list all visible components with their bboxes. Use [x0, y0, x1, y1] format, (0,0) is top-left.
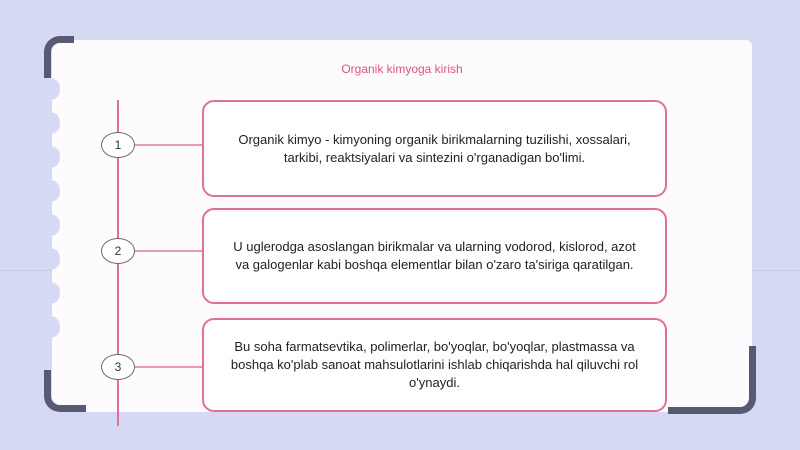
timeline-connector: [135, 144, 202, 146]
timeline-connector: [135, 366, 202, 368]
slide-title: Organik kimyoga kirish: [341, 62, 463, 76]
step-number-badge: 1: [101, 132, 135, 158]
step-text-box: [202, 208, 667, 304]
step-text-box: [202, 318, 667, 412]
step-text: Bu soha farmatsevtika, polimerlar, bo'yoqlar, bo'yoqlar, plastmassa va boshqa ko'plab sanoat mahsulotlarini ishlab chiqarishda hal qiluvchi rol o'ynaydi.: [230, 339, 639, 390]
step-text: U uglerodga asoslangan birikmalar va ularning vodorod, kislorod, azot va galogenlar kabi boshqa elementlar bilan o'zaro ta'siriga qaratilgan.: [233, 239, 636, 272]
step-number-badge: 2: [101, 238, 135, 264]
timeline-connector: [135, 250, 202, 252]
step-text: Organik kimyo - kimyoning organik birikmalarning tuzilishi, xossalari, tarkibi, reaktsiyalari va sintezini o'rganadigan bo'limi.: [238, 131, 631, 165]
corner-bracket-bottom-right: [668, 346, 756, 414]
corner-bracket-bottom-left: [44, 370, 86, 412]
step-text-box: [202, 100, 667, 197]
step-number-badge: 3: [101, 354, 135, 380]
